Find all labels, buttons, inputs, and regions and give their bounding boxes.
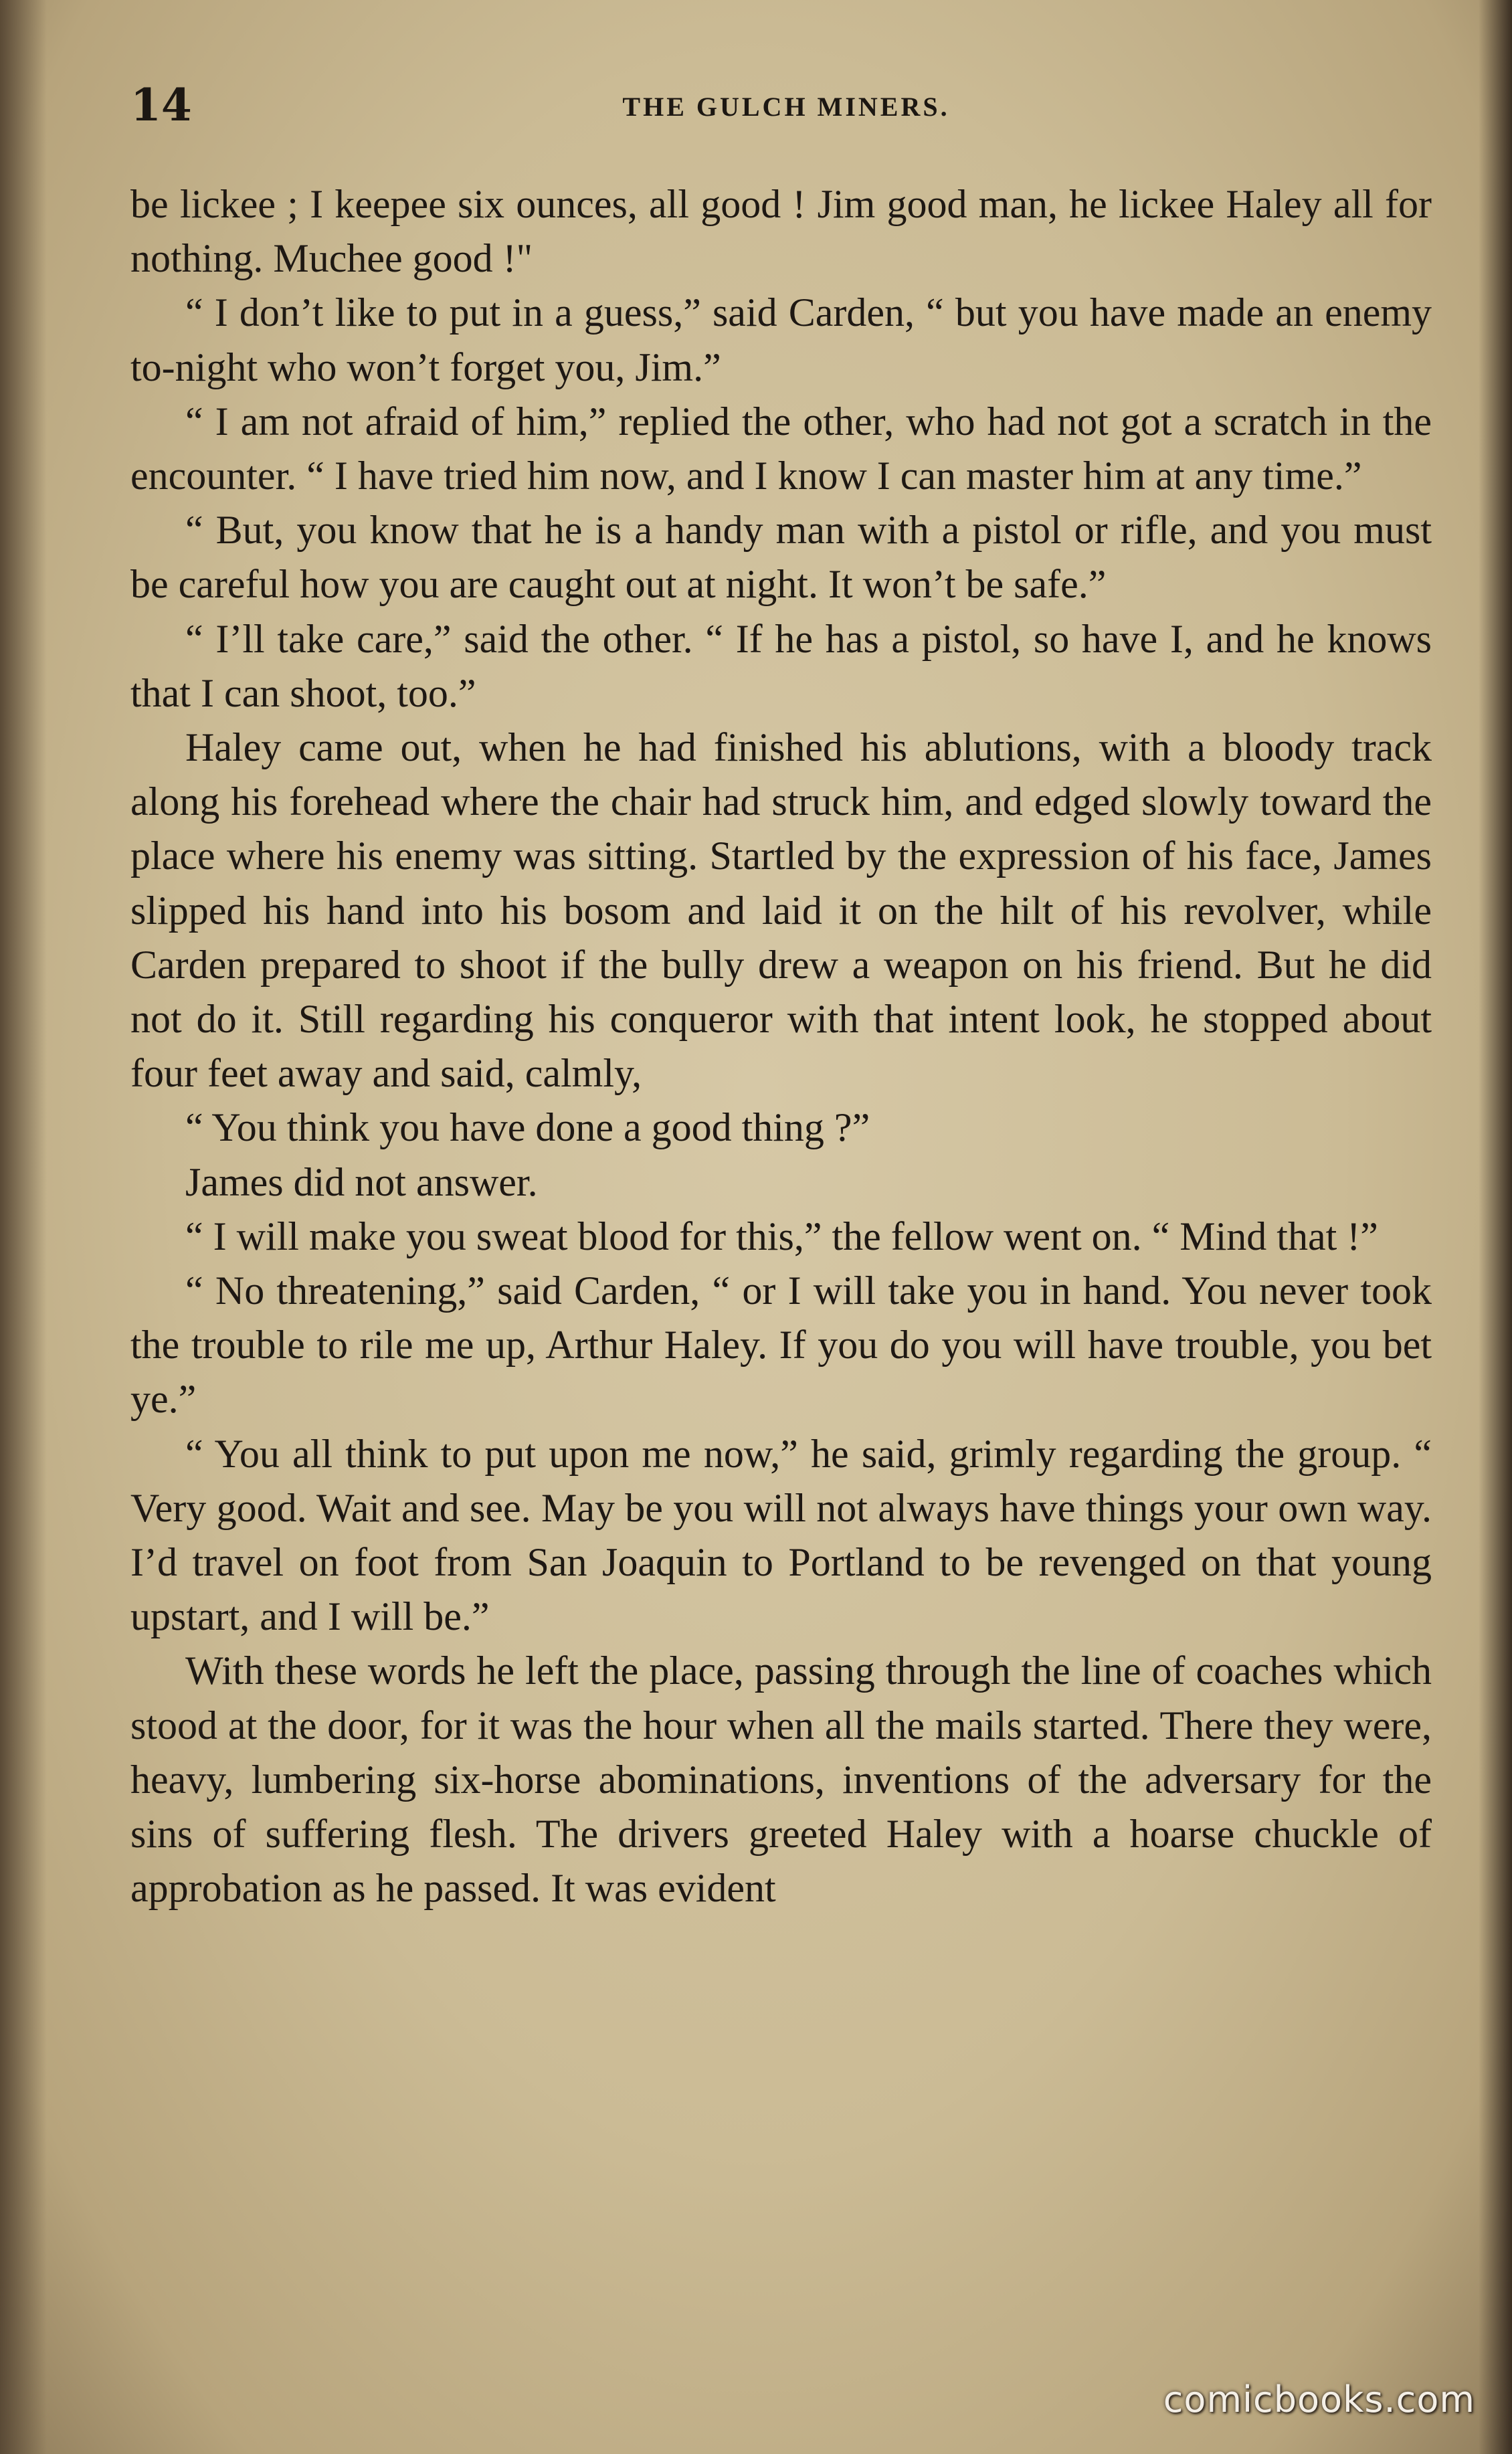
paragraph: “ I don’t like to put in a guess,” said Carden, “ but you have made an enemy to-night who won’t forget you, Jim.” bbox=[130, 290, 1432, 389]
page-edge-shadow-left bbox=[0, 0, 47, 2454]
paragraph: “ No threatening,” said Carden, “ or I will take you in hand. You never took the trouble to rile me up, Arthur Haley. If you do you will have trouble, you bet ye.” bbox=[130, 1268, 1432, 1422]
running-head: THE GULCH MINERS. bbox=[622, 92, 950, 122]
page-header bbox=[130, 79, 1442, 132]
paragraph: “ You all think to put upon me now,” he said, grimly regarding the group. “ Very good. Wait and see. May be you will not always have things your own way. I’d travel on foot from San Joaquin to Portland to be revenged on that young upstart, and I will be.” bbox=[130, 1431, 1432, 1639]
paragraph: Haley came out, when he had finished his ablutions, with a bloody track along his forehead where the chair had struck him, and edged slowly toward the place where his enemy was sitting. Startled by the expression of his face, James slipped his hand into his bosom and laid it on the hilt of his revolver, while Carden prepared to shoot if the bully drew a weapon on his friend. But he did not do it. Still regarding his conqueror with that intent look, he stopped about four feet away and said, calmly, bbox=[130, 725, 1432, 1096]
paragraph: With these words he left the place, passing through the line of coaches which stood at the door, for it was the hour when all the mails started. There they were, heavy, lumbering six-horse abominations, inventions of the adversary for the sins of suffering flesh. The drivers greeted Haley with a hoarse chuckle of approbation as he passed. It was evident bbox=[130, 1648, 1432, 1911]
body-text bbox=[130, 177, 1432, 1916]
paragraph: “ But, you know that he is a handy man with a pistol or rifle, and you must be careful how you are caught out at night. It won’t be safe.” bbox=[130, 508, 1432, 607]
paragraph: “ You think you have done a good thing ?” bbox=[185, 1105, 870, 1150]
paragraph: “ I’ll take care,” said the other. “ If he has a pistol, so have I, and he knows that I can shoot, too.” bbox=[130, 616, 1432, 715]
paragraph: “ I am not afraid of him,” replied the other, who had not got a scratch in the encounter. “ I have tried him now, and I know I can master him at any time.” bbox=[130, 399, 1432, 498]
paragraph: “ I will make you sweat blood for this,” the fellow went on. “ Mind that !” bbox=[185, 1214, 1378, 1258]
watermark-text: comicbooks.com bbox=[1163, 2378, 1475, 2421]
paragraph: James did not answer. bbox=[185, 1159, 538, 1204]
page-number: 14 bbox=[130, 79, 192, 131]
page-edge-shadow-right bbox=[1479, 0, 1512, 2454]
paragraph: be lickee ; I keepee six ounces, all good ! Jim good man, he lickee Haley all for nothing. Muchee good !" bbox=[130, 182, 1432, 281]
